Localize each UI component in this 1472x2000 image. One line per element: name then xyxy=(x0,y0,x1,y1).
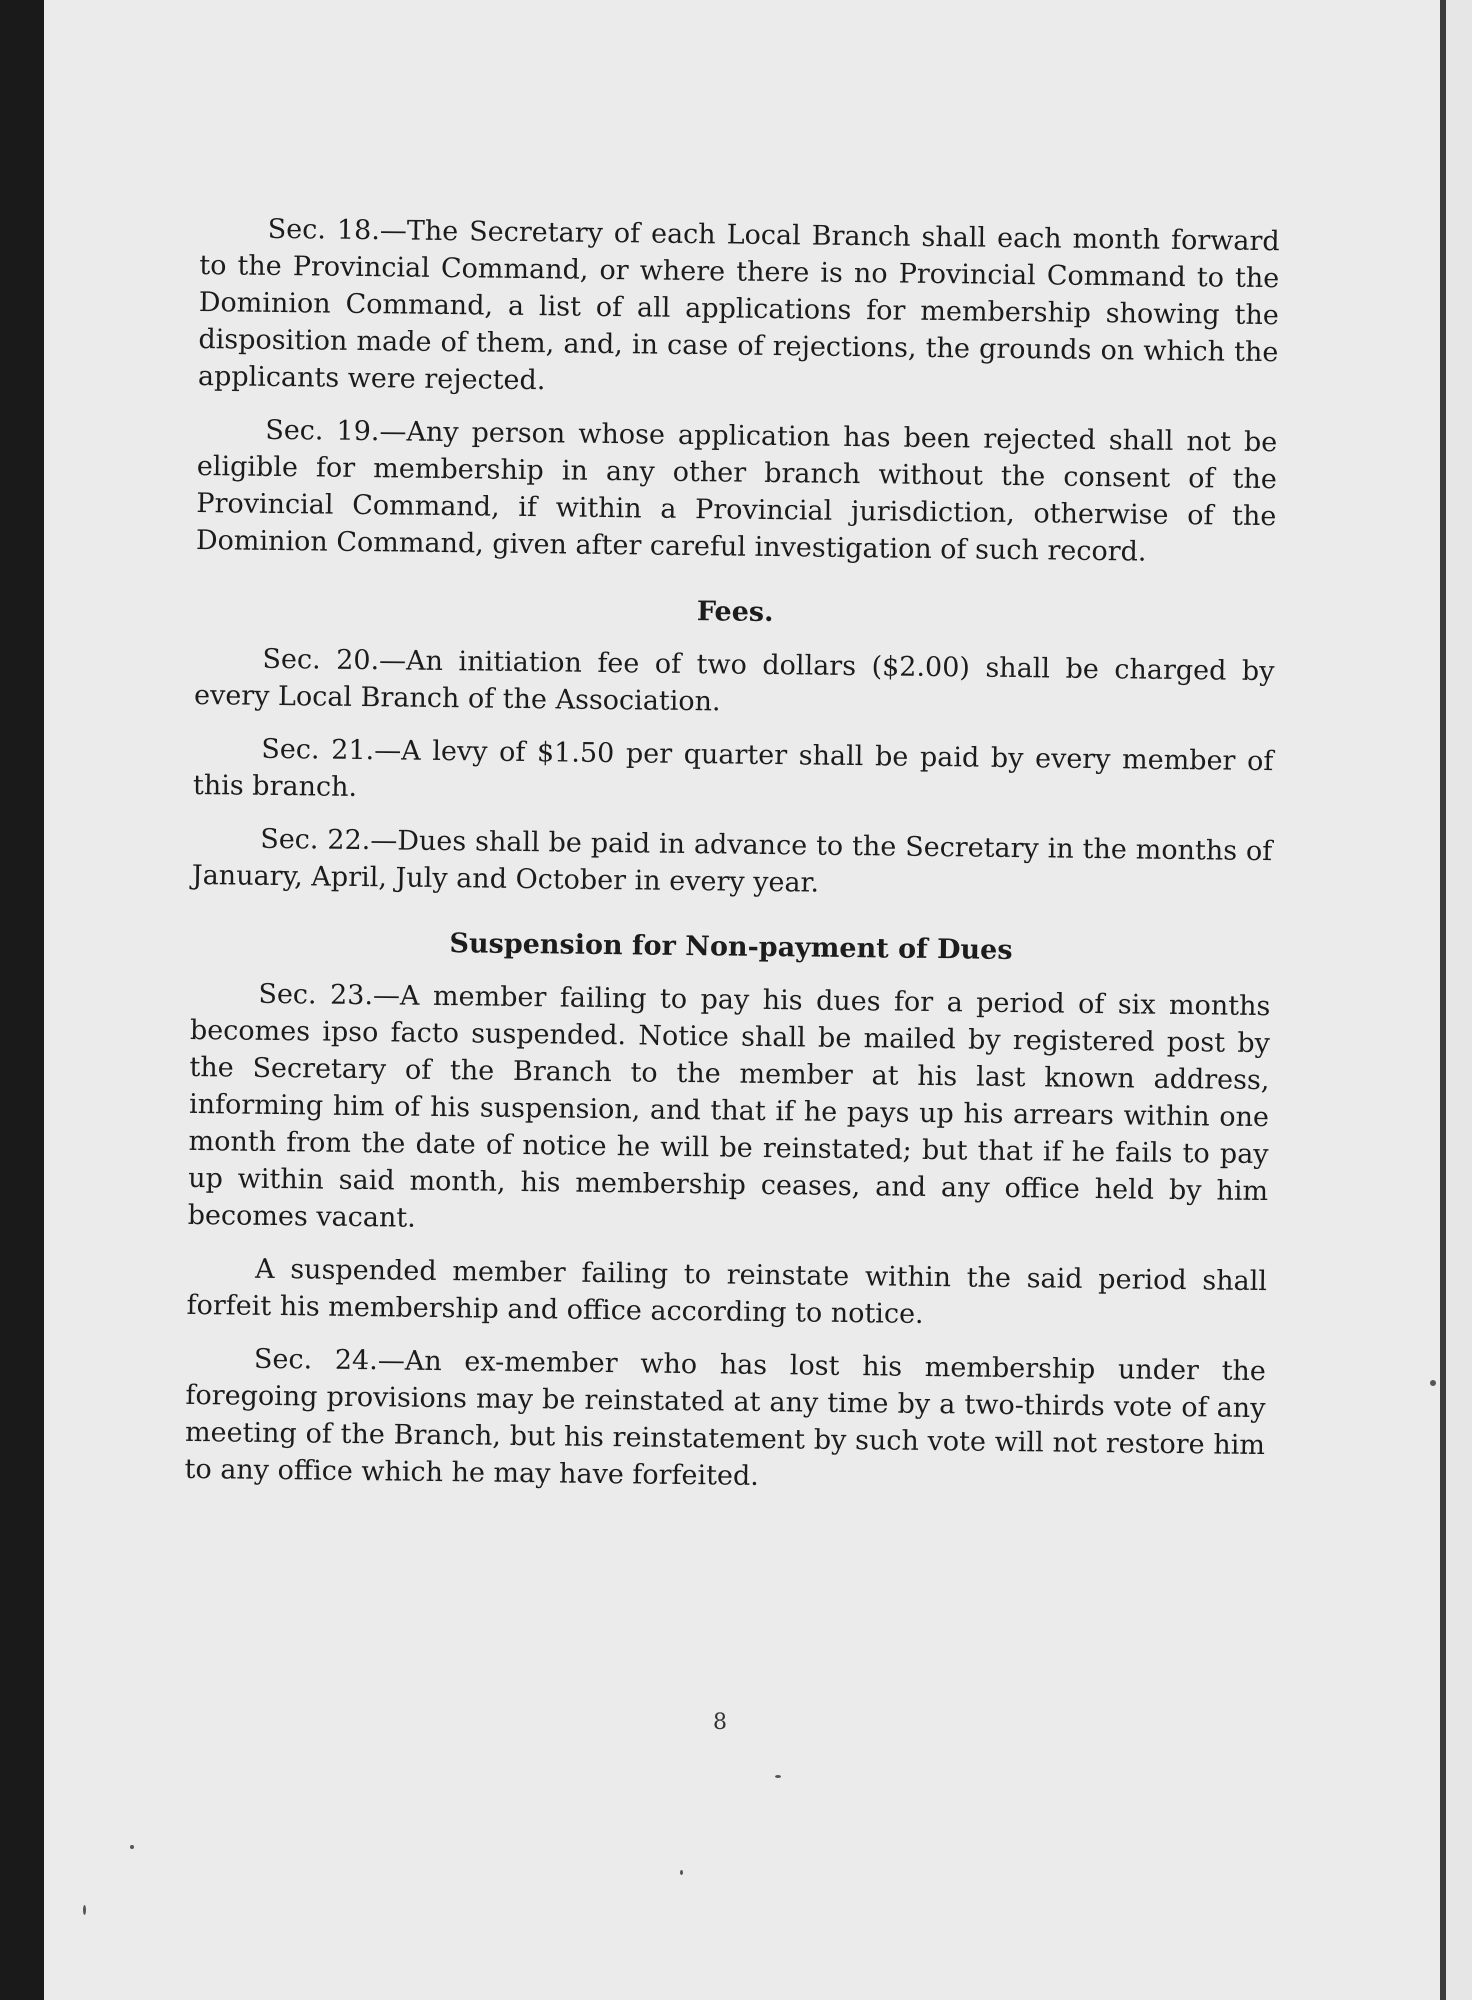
paragraph-sec-21: Sec. 21.—A levy of $1.50 per quarter shall be paid by every member of this branch. xyxy=(192,733,1274,803)
paragraph-sec-22: Sec. 22.—Dues shall be paid in advance to the Secretary in the months of January, April, July and October in every year. xyxy=(191,823,1273,899)
heading-suspension: Suspension for Non-payment of Dues xyxy=(449,928,1013,966)
adjacent-page-edge xyxy=(1446,0,1472,2000)
dust-speck xyxy=(775,1775,781,1778)
dust-speck xyxy=(130,1845,134,1849)
paragraph-sec-18: Sec. 18.—The Secretary of each Local Branch shall each month forward to the Provincial Command, or where there is no Provincial Command to the Dominion Command, a list of all applications for membership showing the disposition made of them, and, in case of rejections, the grounds on which the applicants were rejected. xyxy=(197,213,1280,397)
dust-speck xyxy=(83,1905,86,1915)
paragraph-sec-23: Sec. 23.—A member failing to pay his dues for a period of six months becomes ipso facto suspended. Notice shall be mailed by registered post by the Secretary of the Branch to the member at his last known address, informing him of his suspension, and that if he pays up his arrears within one month from the date of notice he will be reinstated; but that if he fails to pay up within said month, his membership ceases, and any office held by him becomes vacant. xyxy=(187,978,1271,1234)
paragraph-sec-20: Sec. 20.—An initiation fee of two dollars ($2.00) shall be charged by every Local Branch of the Association. xyxy=(193,643,1275,718)
scan-left-edge xyxy=(0,0,44,2000)
paragraph-sec-24: Sec. 24.—An ex-member who has lost his membership under the foregoing provisions may be reinstated at any time by a two-thirds vote of any meeting of the Branch, but his reinstatement by such vote will not restore him to any office which he may have forfeited. xyxy=(184,1343,1267,1492)
document-body xyxy=(184,210,1280,1517)
paragraph-suspended-member: A suspended member failing to reinstate within the said period shall forfeit his membership and office according to notice. xyxy=(186,1253,1268,1330)
paragraph-sec-19: Sec. 19.—Any person whose application has been rejected shall not be eligible for membership in any other branch without the consent of the Provincial Command, if within a Provincial jurisdiction, otherwise of the Dominion Command, given after careful investigation of such record. xyxy=(195,414,1278,568)
page-number: 8 xyxy=(713,1710,727,1735)
dust-speck xyxy=(680,1870,683,1875)
heading-fees: Fees. xyxy=(696,596,774,629)
dust-speck xyxy=(1430,1380,1436,1386)
